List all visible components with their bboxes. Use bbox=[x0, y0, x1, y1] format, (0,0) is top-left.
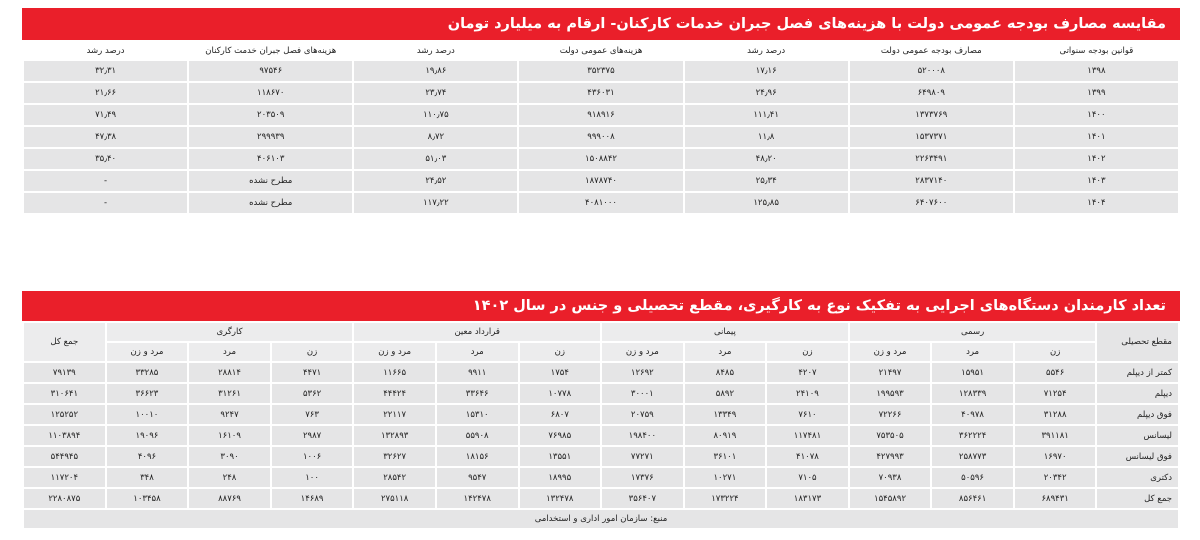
gender-subheader: مرد و زن bbox=[850, 343, 931, 361]
table-cell: ۷۱۲۵۴ bbox=[1015, 384, 1096, 403]
table-cell: - bbox=[24, 193, 187, 213]
table-cell: ۲۷۵۱۱۸ bbox=[354, 489, 435, 508]
table-cell: ۷۶۳ bbox=[272, 405, 353, 424]
table-cell: ۵۰۵۹۶ bbox=[932, 468, 1013, 487]
budget-column-header: هزینه‌های عمومی دولت bbox=[519, 42, 682, 59]
table-cell: ۱۵۳۱۰ bbox=[437, 405, 518, 424]
table-cell: مطرح نشده bbox=[189, 193, 352, 213]
table-cell: ۱۴۰۰ bbox=[1015, 105, 1178, 125]
table-cell: ۱۳۷۳۷۶۹ bbox=[850, 105, 1013, 125]
table-cell: ۱۱۶۶۵ bbox=[354, 363, 435, 382]
table-cell: ۹۵۴۷ bbox=[437, 468, 518, 487]
table-cell: ۱۷٫۱۶ bbox=[685, 61, 848, 81]
budget-table-title: مقایسه مصارف بودجه عمومی دولت با هزینه‌های فصل جبران خدمات کارکنان- ارقام به میلیارد تومان bbox=[22, 8, 1180, 40]
table-cell: ۳۶۱۰۱ bbox=[685, 447, 766, 466]
table-cell: ۳۶۶۲۳ bbox=[107, 384, 188, 403]
employment-type-header: قرارداد معین bbox=[354, 323, 600, 341]
budget-column-header: قوانین بودجه سنواتی bbox=[1015, 42, 1178, 59]
table-cell: ۱۳۹۹ bbox=[1015, 83, 1178, 103]
table-cell: ۱۹۸۴۰۰ bbox=[602, 426, 683, 445]
table-cell: ۳۱۲۶۱ bbox=[189, 384, 270, 403]
table-cell: ۸۰۹۱۹ bbox=[685, 426, 766, 445]
table-cell: ۱۱۰۳۸۹۴ bbox=[24, 426, 105, 445]
table-cell: ۱۲۵٫۸۵ bbox=[685, 193, 848, 213]
table-row bbox=[24, 61, 1178, 81]
table-cell: ۳۰۹۰ bbox=[189, 447, 270, 466]
table-cell: ۳۲٫۳۱ bbox=[24, 61, 187, 81]
table-cell: ۱۲۶۹۲ bbox=[602, 363, 683, 382]
table-cell: ۵۵۴۶ bbox=[1015, 363, 1096, 382]
table-cell: ۲۵۸۷۷۳ bbox=[932, 447, 1013, 466]
staff-subheader-row bbox=[24, 343, 1178, 361]
table-cell: ۱۰۰۱۰ bbox=[107, 405, 188, 424]
table-cell: ۱۱۱٫۴۱ bbox=[685, 105, 848, 125]
table-row bbox=[24, 363, 1178, 382]
table-cell: ۷۱۰۵ bbox=[767, 468, 848, 487]
table-cell: ۲۲۱۱۷ bbox=[354, 405, 435, 424]
table-row bbox=[24, 468, 1178, 487]
table-cell: ۵۸۹۲ bbox=[685, 384, 766, 403]
table-cell: ۱۴۲۴۷۸ bbox=[437, 489, 518, 508]
table-cell: ۴۰۹۷۸ bbox=[932, 405, 1013, 424]
gender-subheader: مرد و زن bbox=[354, 343, 435, 361]
table-cell: ۶۸۰۷ bbox=[520, 405, 601, 424]
table-cell: ۲۴٫۹۶ bbox=[685, 83, 848, 103]
table-cell: ۱۹٫۸۶ bbox=[354, 61, 517, 81]
table-cell: ۵۱٫۰۳ bbox=[354, 149, 517, 169]
table-cell: ۳۵۶۴۰۷ bbox=[602, 489, 683, 508]
budget-column-header: مصارف بودجه عمومی دولت bbox=[850, 42, 1013, 59]
table-row bbox=[24, 489, 1178, 508]
table-cell: ۶۴۰۷۶۰۰ bbox=[850, 193, 1013, 213]
table-cell: ۶۸۹۴۳۱ bbox=[1015, 489, 1096, 508]
table-row bbox=[24, 447, 1178, 466]
table-row bbox=[24, 127, 1178, 147]
table-cell: ۴۷٫۳۸ bbox=[24, 127, 187, 147]
table-cell: ۷۵۳۵۰۵ bbox=[850, 426, 931, 445]
table-cell: ۲۰۳۴۲ bbox=[1015, 468, 1096, 487]
table-cell: ۷۰۹۳۸ bbox=[850, 468, 931, 487]
table-cell: ۱۸۹۹۵ bbox=[520, 468, 601, 487]
staff-table bbox=[22, 321, 1180, 510]
education-level-label: دیپلم bbox=[1097, 384, 1178, 403]
table-cell: ۴۲۰۷ bbox=[767, 363, 848, 382]
gender-subheader: مرد bbox=[685, 343, 766, 361]
table-row bbox=[24, 384, 1178, 403]
table-cell: ۲۹۹۹۳۹ bbox=[189, 127, 352, 147]
table-cell: ۴۴۷۱ bbox=[272, 363, 353, 382]
table-cell: ۱۱۷٫۲۲ bbox=[354, 193, 517, 213]
table-cell: ۴۰۶۱۰۳ bbox=[189, 149, 352, 169]
table-cell: ۱۵۳۷۳۷۱ bbox=[850, 127, 1013, 147]
table-cell: ۳۴۸ bbox=[107, 468, 188, 487]
table-row bbox=[24, 171, 1178, 191]
table-cell: ۴۳۶۰۳۱ bbox=[519, 83, 682, 103]
table-cell: ۱۶۹۷۰ bbox=[1015, 447, 1096, 466]
table-cell: ۷۷۲۷۱ bbox=[602, 447, 683, 466]
table-cell: ۵۵۹۰۸ bbox=[437, 426, 518, 445]
table-cell: ۵۳۶۲ bbox=[272, 384, 353, 403]
table-cell: ۳۶۲۲۲۴ bbox=[932, 426, 1013, 445]
table-cell: ۱۰۷۷۸ bbox=[520, 384, 601, 403]
gender-subheader: زن bbox=[1015, 343, 1096, 361]
table-cell: ۱۳۲۸۹۳ bbox=[354, 426, 435, 445]
table-cell: ۲۹۸۷ bbox=[272, 426, 353, 445]
table-cell: ۵۲۰۰۰۸ bbox=[850, 61, 1013, 81]
table-cell: ۲۵٫۳۴ bbox=[685, 171, 848, 191]
budget-column-header: درصد رشد bbox=[24, 42, 187, 59]
table-cell: ۹۲۴۷ bbox=[189, 405, 270, 424]
education-level-label: لیسانس bbox=[1097, 426, 1178, 445]
table-cell: ۱۴۶۸۹ bbox=[272, 489, 353, 508]
budget-column-header: هزینه‌های فصل جبران خدمت کارکنان bbox=[189, 42, 352, 59]
employment-type-header: جمع کل bbox=[24, 323, 105, 361]
table-cell: ۱۸۷۸۷۴۰ bbox=[519, 171, 682, 191]
table-cell: ۴۰۹۶ bbox=[107, 447, 188, 466]
gender-subheader: مرد bbox=[437, 343, 518, 361]
table-cell: ۳۹۱۱۸۱ bbox=[1015, 426, 1096, 445]
table-cell: ۱۰۰۶ bbox=[272, 447, 353, 466]
table-cell: ۱۴۰۳ bbox=[1015, 171, 1178, 191]
gender-subheader: مرد bbox=[189, 343, 270, 361]
table-cell: ۱۰۲۷۱ bbox=[685, 468, 766, 487]
table-cell: ۴۰۸۱۰۰۰ bbox=[519, 193, 682, 213]
table-cell: ۱۳۲۴۷۸ bbox=[520, 489, 601, 508]
table-cell: ۲۴۸ bbox=[189, 468, 270, 487]
table-cell: ۱۴۰۱ bbox=[1015, 127, 1178, 147]
table-cell: ۳۰۰۰۱ bbox=[602, 384, 683, 403]
table-cell: ۶۴۹۸۰۹ bbox=[850, 83, 1013, 103]
employment-type-header: کارگری bbox=[107, 323, 353, 341]
table-cell: ۱۵۰۸۸۴۲ bbox=[519, 149, 682, 169]
gender-subheader: مرد و زن bbox=[107, 343, 188, 361]
table-row bbox=[24, 83, 1178, 103]
table-cell: ۲۰۷۵۹ bbox=[602, 405, 683, 424]
table-cell: ۳۵۲۳۷۵ bbox=[519, 61, 682, 81]
table-cell: - bbox=[24, 171, 187, 191]
education-level-header: مقطع تحصیلی bbox=[1097, 323, 1178, 361]
table-cell: ۱۳۵۵۱ bbox=[520, 447, 601, 466]
employment-type-header: رسمی bbox=[850, 323, 1096, 341]
table-cell: ۱۵۹۵۱ bbox=[932, 363, 1013, 382]
table-cell: ۸۵۶۴۶۱ bbox=[932, 489, 1013, 508]
table-cell: ۷۱٫۴۹ bbox=[24, 105, 187, 125]
budget-header-row bbox=[24, 42, 1178, 59]
table-cell: ۱۸۱۵۶ bbox=[437, 447, 518, 466]
table-cell: ۳۳۲۸۵ bbox=[107, 363, 188, 382]
table-cell: مطرح نشده bbox=[189, 171, 352, 191]
table-cell: ۱۱۸۶۷۰ bbox=[189, 83, 352, 103]
table-cell: ۹۹۹۰۰۸ bbox=[519, 127, 682, 147]
education-level-label: دکتری bbox=[1097, 468, 1178, 487]
education-level-label: فوق لیسانس bbox=[1097, 447, 1178, 466]
table-cell: ۱۶۱۰۹ bbox=[189, 426, 270, 445]
table-cell: ۲۸۳۷۱۴۰ bbox=[850, 171, 1013, 191]
table-cell: ۳۱۲۸۸ bbox=[1015, 405, 1096, 424]
education-level-label: کمتر از دیپلم bbox=[1097, 363, 1178, 382]
gender-subheader: زن bbox=[272, 343, 353, 361]
table-cell: ۲۰۳۵۰۹ bbox=[189, 105, 352, 125]
table-cell: ۱۱۷۲۰۴ bbox=[24, 468, 105, 487]
table-cell: ۱۰۰ bbox=[272, 468, 353, 487]
employment-type-header: پیمانی bbox=[602, 323, 848, 341]
gender-subheader: مرد bbox=[932, 343, 1013, 361]
gender-subheader: زن bbox=[767, 343, 848, 361]
table-cell: ۷۹۱۳۹ bbox=[24, 363, 105, 382]
table-cell: ۹۹۱۱ bbox=[437, 363, 518, 382]
table-cell: ۷۶۹۸۵ bbox=[520, 426, 601, 445]
table-cell: ۸۸۷۶۹ bbox=[189, 489, 270, 508]
staff-count-panel bbox=[22, 291, 1180, 528]
education-level-label: جمع کل bbox=[1097, 489, 1178, 508]
table-cell: ۴۸٫۲۰ bbox=[685, 149, 848, 169]
table-cell: ۱۹۹۵۹۳ bbox=[850, 384, 931, 403]
table-cell: ۲۲۶۳۴۹۱ bbox=[850, 149, 1013, 169]
table-cell: ۲۴٫۵۲ bbox=[354, 171, 517, 191]
table-cell: ۱۷۳۲۲۴ bbox=[685, 489, 766, 508]
table-cell: ۳۳۶۴۶ bbox=[437, 384, 518, 403]
table-row bbox=[24, 149, 1178, 169]
table-cell: ۲۱٫۶۶ bbox=[24, 83, 187, 103]
table-cell: ۱۴۰۲ bbox=[1015, 149, 1178, 169]
table-cell: ۱۱۰٫۷۵ bbox=[354, 105, 517, 125]
staff-table-title: تعداد کارمندان دستگاه‌های اجرایی به تفکیک نوع به کارگیری، مقطع تحصیلی و جنس در سال ۱۴۰۲ bbox=[22, 291, 1180, 321]
table-row bbox=[24, 193, 1178, 213]
budget-column-header: درصد رشد bbox=[354, 42, 517, 59]
table-cell: ۲۴۱۰۹ bbox=[767, 384, 848, 403]
table-cell: ۱۳۳۴۹ bbox=[685, 405, 766, 424]
budget-column-header: درصد رشد bbox=[685, 42, 848, 59]
gender-subheader: مرد و زن bbox=[602, 343, 683, 361]
table-cell: ۱۱٫۸ bbox=[685, 127, 848, 147]
source-note: منبع: سازمان امور اداری و استخدامی bbox=[24, 510, 1178, 528]
budget-comparison-panel bbox=[22, 8, 1180, 215]
table-cell: ۱۰۳۴۵۸ bbox=[107, 489, 188, 508]
table-cell: ۱۷۵۴ bbox=[520, 363, 601, 382]
table-cell: ۴۴۴۲۴ bbox=[354, 384, 435, 403]
table-cell: ۱۵۴۵۸۹۲ bbox=[850, 489, 931, 508]
table-cell: ۱۲۸۳۳۹ bbox=[932, 384, 1013, 403]
table-cell: ۴۲۷۹۹۳ bbox=[850, 447, 931, 466]
table-cell: ۷۶۱۰ bbox=[767, 405, 848, 424]
table-cell: ۸۴۸۵ bbox=[685, 363, 766, 382]
table-cell: ۹۷۵۴۶ bbox=[189, 61, 352, 81]
table-cell: ۱۴۰۴ bbox=[1015, 193, 1178, 213]
table-cell: ۲۲۸۰۸۷۵ bbox=[24, 489, 105, 508]
budget-table bbox=[22, 40, 1180, 215]
staff-group-header-row bbox=[24, 323, 1178, 341]
table-row bbox=[24, 105, 1178, 125]
table-cell: ۱۱۷۴۸۱ bbox=[767, 426, 848, 445]
table-cell: ۲۸۸۱۴ bbox=[189, 363, 270, 382]
education-level-label: فوق دیپلم bbox=[1097, 405, 1178, 424]
table-cell: ۸٫۷۲ bbox=[354, 127, 517, 147]
table-cell: ۳۱۰۶۴۱ bbox=[24, 384, 105, 403]
table-cell: ۱۹۰۹۶ bbox=[107, 426, 188, 445]
table-cell: ۷۲۲۶۶ bbox=[850, 405, 931, 424]
table-cell: ۲۱۴۹۷ bbox=[850, 363, 931, 382]
table-cell: ۹۱۸۹۱۶ bbox=[519, 105, 682, 125]
table-cell: ۳۲۶۲۷ bbox=[354, 447, 435, 466]
table-row bbox=[24, 405, 1178, 424]
table-cell: ۲۸۵۴۲ bbox=[354, 468, 435, 487]
table-cell: ۱۸۳۱۷۳ bbox=[767, 489, 848, 508]
table-cell: ۴۱۰۷۸ bbox=[767, 447, 848, 466]
table-cell: ۱۷۳۷۶ bbox=[602, 468, 683, 487]
table-cell: ۵۴۴۹۴۵ bbox=[24, 447, 105, 466]
table-row bbox=[24, 426, 1178, 445]
table-cell: ۱۳۹۸ bbox=[1015, 61, 1178, 81]
table-cell: ۱۲۵۲۵۲ bbox=[24, 405, 105, 424]
gender-subheader: زن bbox=[520, 343, 601, 361]
table-cell: ۲۳٫۷۴ bbox=[354, 83, 517, 103]
table-cell: ۳۵٫۴۰ bbox=[24, 149, 187, 169]
